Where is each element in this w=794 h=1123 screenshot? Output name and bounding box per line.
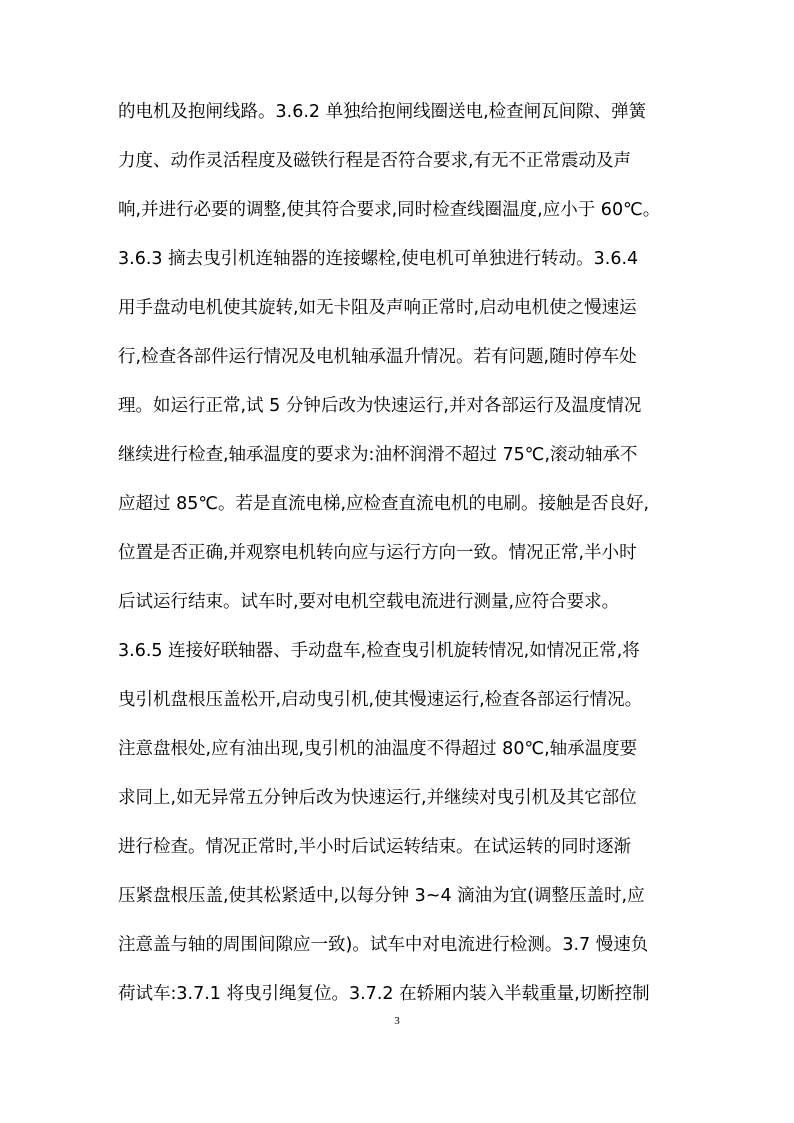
text-line-3: 响,并进行必要的调整,使其符合要求,同时检查线圈温度,应小于 60℃。 [118,200,661,220]
text-line-18: 注意盖与轴的周围间隙应一致)。试车中对电流进行检测。3.7 慢速负 [118,935,649,955]
text-line-15: 求同上,如无异常五分钟后改为快速运行,并继续对曳引机及其它部位 [118,788,637,808]
text-line-8: 继续进行检查,轴承温度的要求为:油杯润滑不超过 75℃,滚动轴承不 [118,445,638,465]
text-line-12: 3.6.5 连接好联轴器、手动盘车,检查曳引机旋转情况,如情况正常,将 [118,641,640,661]
text-line-16: 进行检查。情况正常时,半小时后试运转结束。在试运转的同时逐渐 [118,837,632,857]
text-line-5: 用手盘动电机使其旋转,如无卡阻及声响正常时,启动电机使之慢速运 [118,298,637,318]
text-line-14: 注意盘根处,应有油出现,曳引机的油温度不得超过 80℃,轴承温度要 [118,739,638,759]
text-line-6: 行,检查各部件运行情况及电机轴承温升情况。若有问题,随时停车处 [118,347,637,367]
body-text [118,88,688,1019]
text-line-17: 压紧盘根压盖,使其松紧适中,以每分钟 3~4 滴油为宜(调整压盖时,应 [118,886,645,906]
text-line-9: 应超过 85℃。若是直流电梯,应检查直流电机的电刷。接触是否良好, [118,494,650,514]
text-line-4: 3.6.3 摘去曳引机连轴器的连接螺栓,使电机可单独进行转动。3.6.4 [118,249,639,269]
text-line-11: 后试运行结束。试车时,要对电机空载电流进行测量,应符合要求。 [118,592,620,612]
text-line-19: 荷试车:3.7.1 将曳引绳复位。3.7.2 在轿厢内装入半载重量,切断控制 [118,984,650,1004]
text-line-7: 理。如运行正常,试 5 分钟后改为快速运行,并对各部运行及温度情况 [118,396,642,416]
text-line-10: 位置是否正确,并观察电机转向应与运行方向一致。情况正常,半小时 [118,543,637,563]
text-line-2: 力度、动作灵活程度及磁铁行程是否符合要求,有无不正常震动及声 [118,151,632,171]
page-number: 3 [394,1015,400,1027]
text-line-13: 曳引机盘根压盖松开,启动曳引机,使其慢速运行,检查各部运行情况。 [118,690,643,710]
text-line-1: 的电机及抱闸线路。3.6.2 单独给抱闸线圈送电,检查闸瓦间隙、弹簧 [118,102,647,122]
